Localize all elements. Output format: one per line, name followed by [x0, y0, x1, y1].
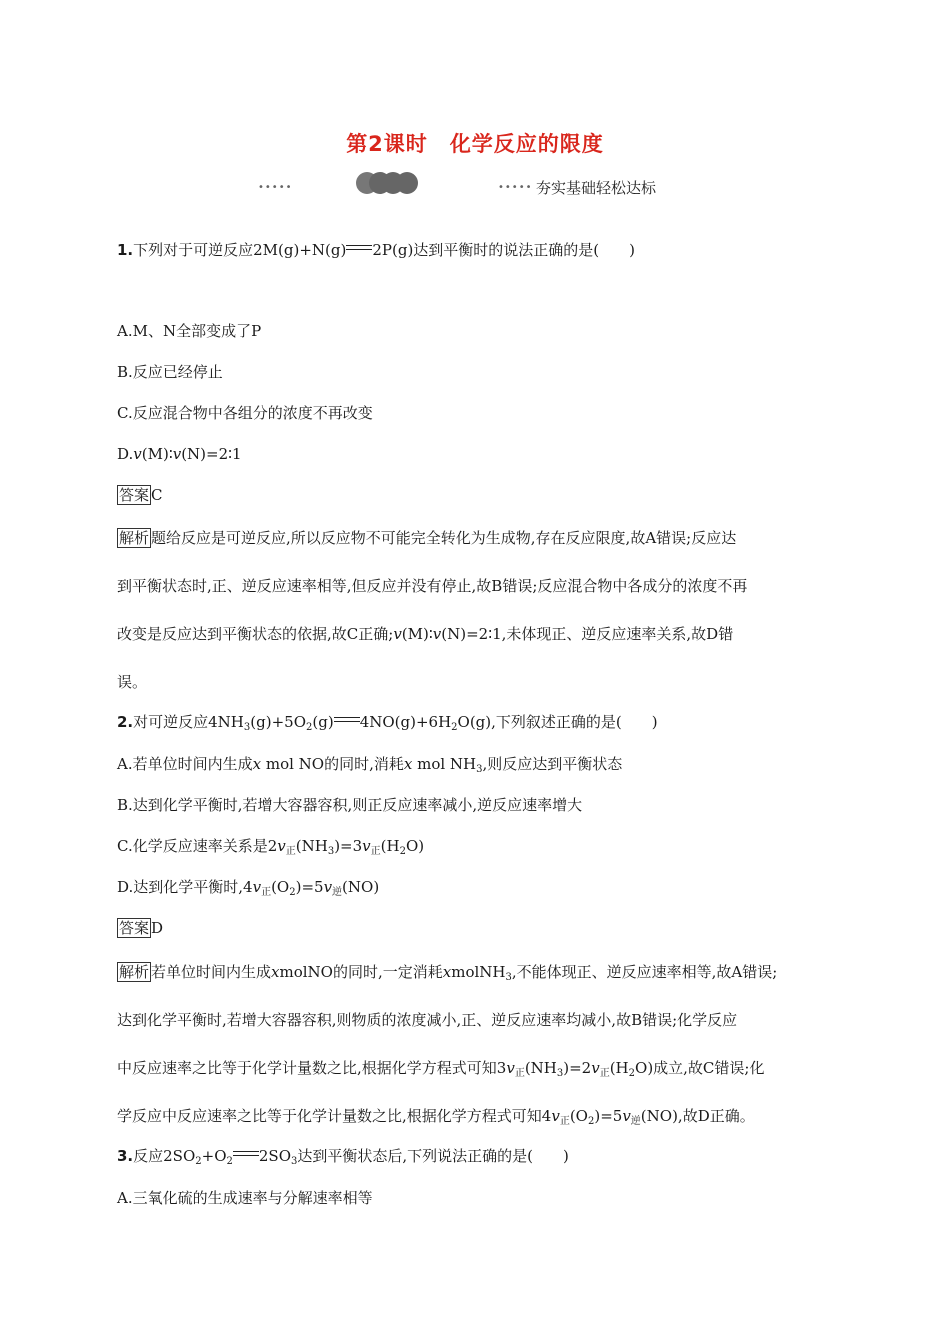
- banner-dots-right: •••••: [498, 182, 533, 193]
- lesson-number: 第2课时: [346, 132, 428, 156]
- q2-option-c: C.化学反应速率关系是$2v_正(NH_3)=3v_正(H_2O)$: [117, 837, 425, 857]
- q2-option-b: B.达到化学平衡时,若增大容器容积,则正反应速率减小,逆反应速率增大: [117, 796, 583, 814]
- q1-answer: [117, 485, 163, 505]
- answer-label: 答案: [119, 919, 150, 937]
- q2-option-a: A.若单位时间内生成x mol NO的同时,消耗x mol $NH_3$,则反应达到平衡状态: [117, 755, 623, 775]
- q1-analysis-line-2: 到平衡状态时,正、逆反应速率相等,但反应并没有停止,故B错误;反应混合物中各成分的浓度不再: [117, 577, 748, 595]
- q1-analysis-line-4: 误。: [117, 673, 148, 691]
- q3-option-a: A.三氧化硫的生成速率与分解速率相等: [117, 1189, 373, 1207]
- q1-analysis-line-1: 解析 题给反应是可逆反应,所以反应物不可能完全转化为生成物,存在反应限度,故A错误;反应达: [119, 529, 737, 547]
- analysis-label: 解析: [119, 529, 150, 547]
- analysis-label: 解析: [119, 963, 150, 981]
- q1-option-a: A.M、N全部变成了P: [117, 322, 262, 340]
- q1-analysis-line-3: 改变是反应达到平衡状态的依据,故C正确;v(M)∶v(N)=2∶1,未体现正、逆反应速率关系,故D错: [117, 625, 734, 643]
- equilibrium-arrow-icon: [233, 1149, 259, 1159]
- q2-analysis-line-3: 中反应速率之比等于化学计量数之比,根据化学方程式可知$3v_正(NH_3)=2v_正(H_2O)$成立,故C错误;化: [117, 1059, 765, 1079]
- section-banner: [258, 170, 698, 200]
- banner-circles-icon: [356, 172, 418, 194]
- q2-option-d: D.达到化学平衡时$,4v_正(O_2)=5v_逆(NO)$: [117, 878, 380, 898]
- banner-dots-left: •••••: [258, 182, 293, 193]
- q2-stem: 2.对可逆反应$4NH_3(g)+5O_2(g)$ $4NO(g)+6H_2O(g)$,下列叙述正确的是( ): [117, 713, 658, 733]
- q3-stem: 3.反应$2SO_2+O_2$ $2SO_3$达到平衡状态后,下列说法正确的是( ): [117, 1147, 569, 1167]
- q1-answer-value: C: [151, 486, 163, 504]
- lesson-name: 化学反应的限度: [449, 132, 604, 156]
- q1-option-b: B.反应已经停止: [117, 363, 223, 381]
- q2-analysis-line-2: 达到化学平衡时,若增大容器容积,则物质的浓度减小,正、逆反应速率均减小,故B错误;化学反应: [117, 1011, 738, 1029]
- q2-analysis-line-4: 学反应中反应速率之比等于化学计量数之比,根据化学方程式可知$4v_正(O_2)=5v_逆(NO)$,故D正确。: [117, 1107, 755, 1127]
- q1-stem: 1.下列对于可逆反应2M(g)+N(g) 2P(g)达到平衡时的说法正确的是( ): [117, 241, 636, 259]
- q1-option-d: D.v(M)∶v(N)=2∶1: [117, 445, 242, 463]
- q2-answer: [117, 918, 163, 938]
- banner-text: 夯实基础轻松达标: [536, 179, 657, 197]
- equilibrium-arrow-icon: [346, 243, 372, 253]
- answer-label: 答案: [119, 486, 150, 504]
- q2-analysis-line-1: 解析 若单位时间内生成xmolNO的同时,一定消耗xmolNH$_3$,不能体现正、逆反应速率相等,故A错误;: [119, 963, 778, 983]
- q2-answer-value: D: [151, 919, 164, 937]
- equilibrium-arrow-icon: [334, 715, 360, 725]
- lesson-title: [0, 128, 950, 158]
- q1-option-c: C.反应混合物中各组分的浓度不再改变: [117, 404, 373, 422]
